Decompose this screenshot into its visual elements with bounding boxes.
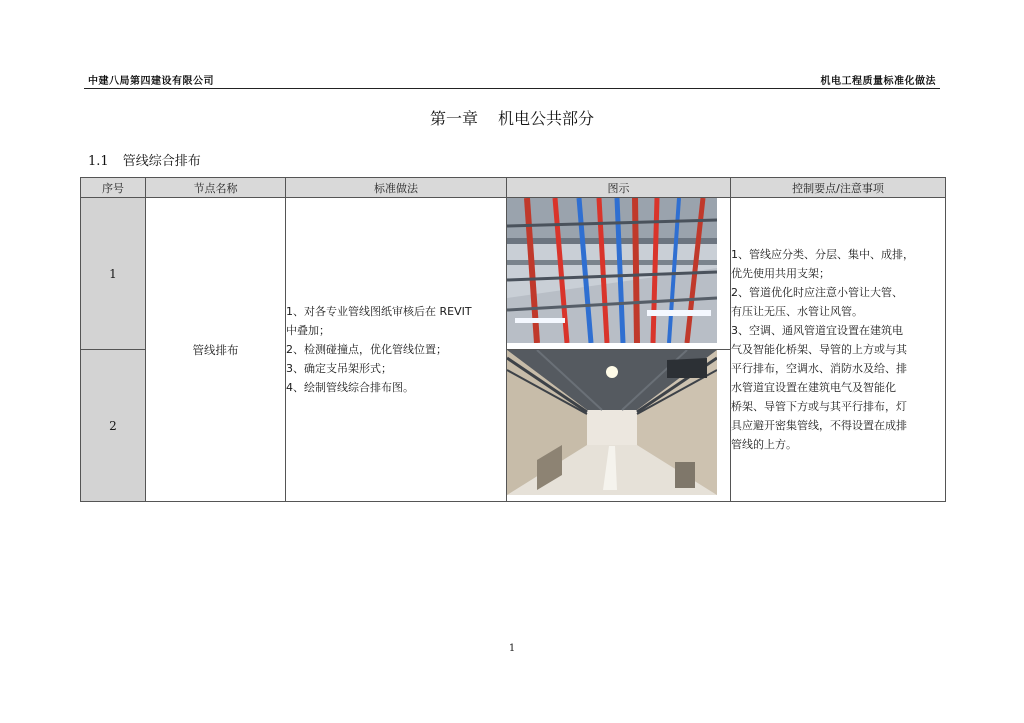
note-line: 桥架、导管下方或与其平行排布，灯 [731, 400, 907, 413]
note-line: 具应避开密集管线，不得设置在成排 [731, 419, 907, 432]
note-line: 有压让无压、水管让风管。 [731, 305, 863, 318]
standard-method [286, 198, 507, 502]
page-number: 1 [508, 643, 516, 654]
header-rule [84, 88, 940, 89]
section-title: 管线综合排布 [122, 154, 201, 169]
illustration-cell [507, 350, 731, 502]
row-seq: 1 [81, 198, 146, 350]
header-illustration: 图示 [507, 178, 731, 198]
illustration-cell [507, 198, 731, 350]
chapter-title: 机电公共部分 [498, 109, 595, 128]
header-standard-method: 标准做法 [286, 178, 507, 198]
note-line: 1、管线应分类、分层、集中、成排， [731, 248, 914, 261]
note-line: 2、管道优化时应注意小管让大管、 [731, 286, 903, 299]
note-line: 优先使用共用支架； [731, 267, 830, 280]
section-number: 1.1 [88, 154, 109, 169]
note-line: 水管道宜设置在建筑电气及智能化 [731, 381, 896, 394]
header-company: 中建八局第四建设有限公司 [88, 76, 214, 87]
header-seq: 序号 [81, 178, 146, 198]
table-header-row [81, 178, 946, 198]
method-line: 中叠加； [286, 324, 330, 337]
header-node-name: 节点名称 [146, 178, 286, 198]
note-line: 平行排布，空调水、消防水及给、排 [731, 362, 907, 375]
row-seq: 2 [81, 350, 146, 502]
note-line: 管线的上方。 [731, 438, 797, 451]
table-row [81, 198, 946, 350]
control-points [731, 198, 946, 502]
pipe-ceiling-photo [507, 198, 717, 343]
method-line: 1、对各专业管线图纸审核后在 REVIT [286, 305, 472, 318]
chapter-number: 第一章 [429, 109, 478, 128]
header-document-title: 机电工程质量标准化做法 [820, 76, 936, 87]
note-line: 气及智能化桥架、导管的上方或与其 [731, 343, 907, 356]
method-line: 4、绘制管线综合排布图。 [286, 381, 414, 394]
chapter-heading [0, 106, 1024, 129]
header-control-points: 控制要点/注意事项 [731, 178, 946, 198]
corridor-photo [507, 350, 717, 495]
note-line: 3、空调、通风管道宜设置在建筑电 [731, 324, 903, 337]
node-name: 管线排布 [146, 198, 286, 502]
standards-table [80, 177, 946, 502]
method-line: 2、检测碰撞点，优化管线位置； [286, 343, 447, 356]
section-heading [88, 150, 201, 169]
method-line: 3、确定支吊架形式； [286, 362, 392, 375]
